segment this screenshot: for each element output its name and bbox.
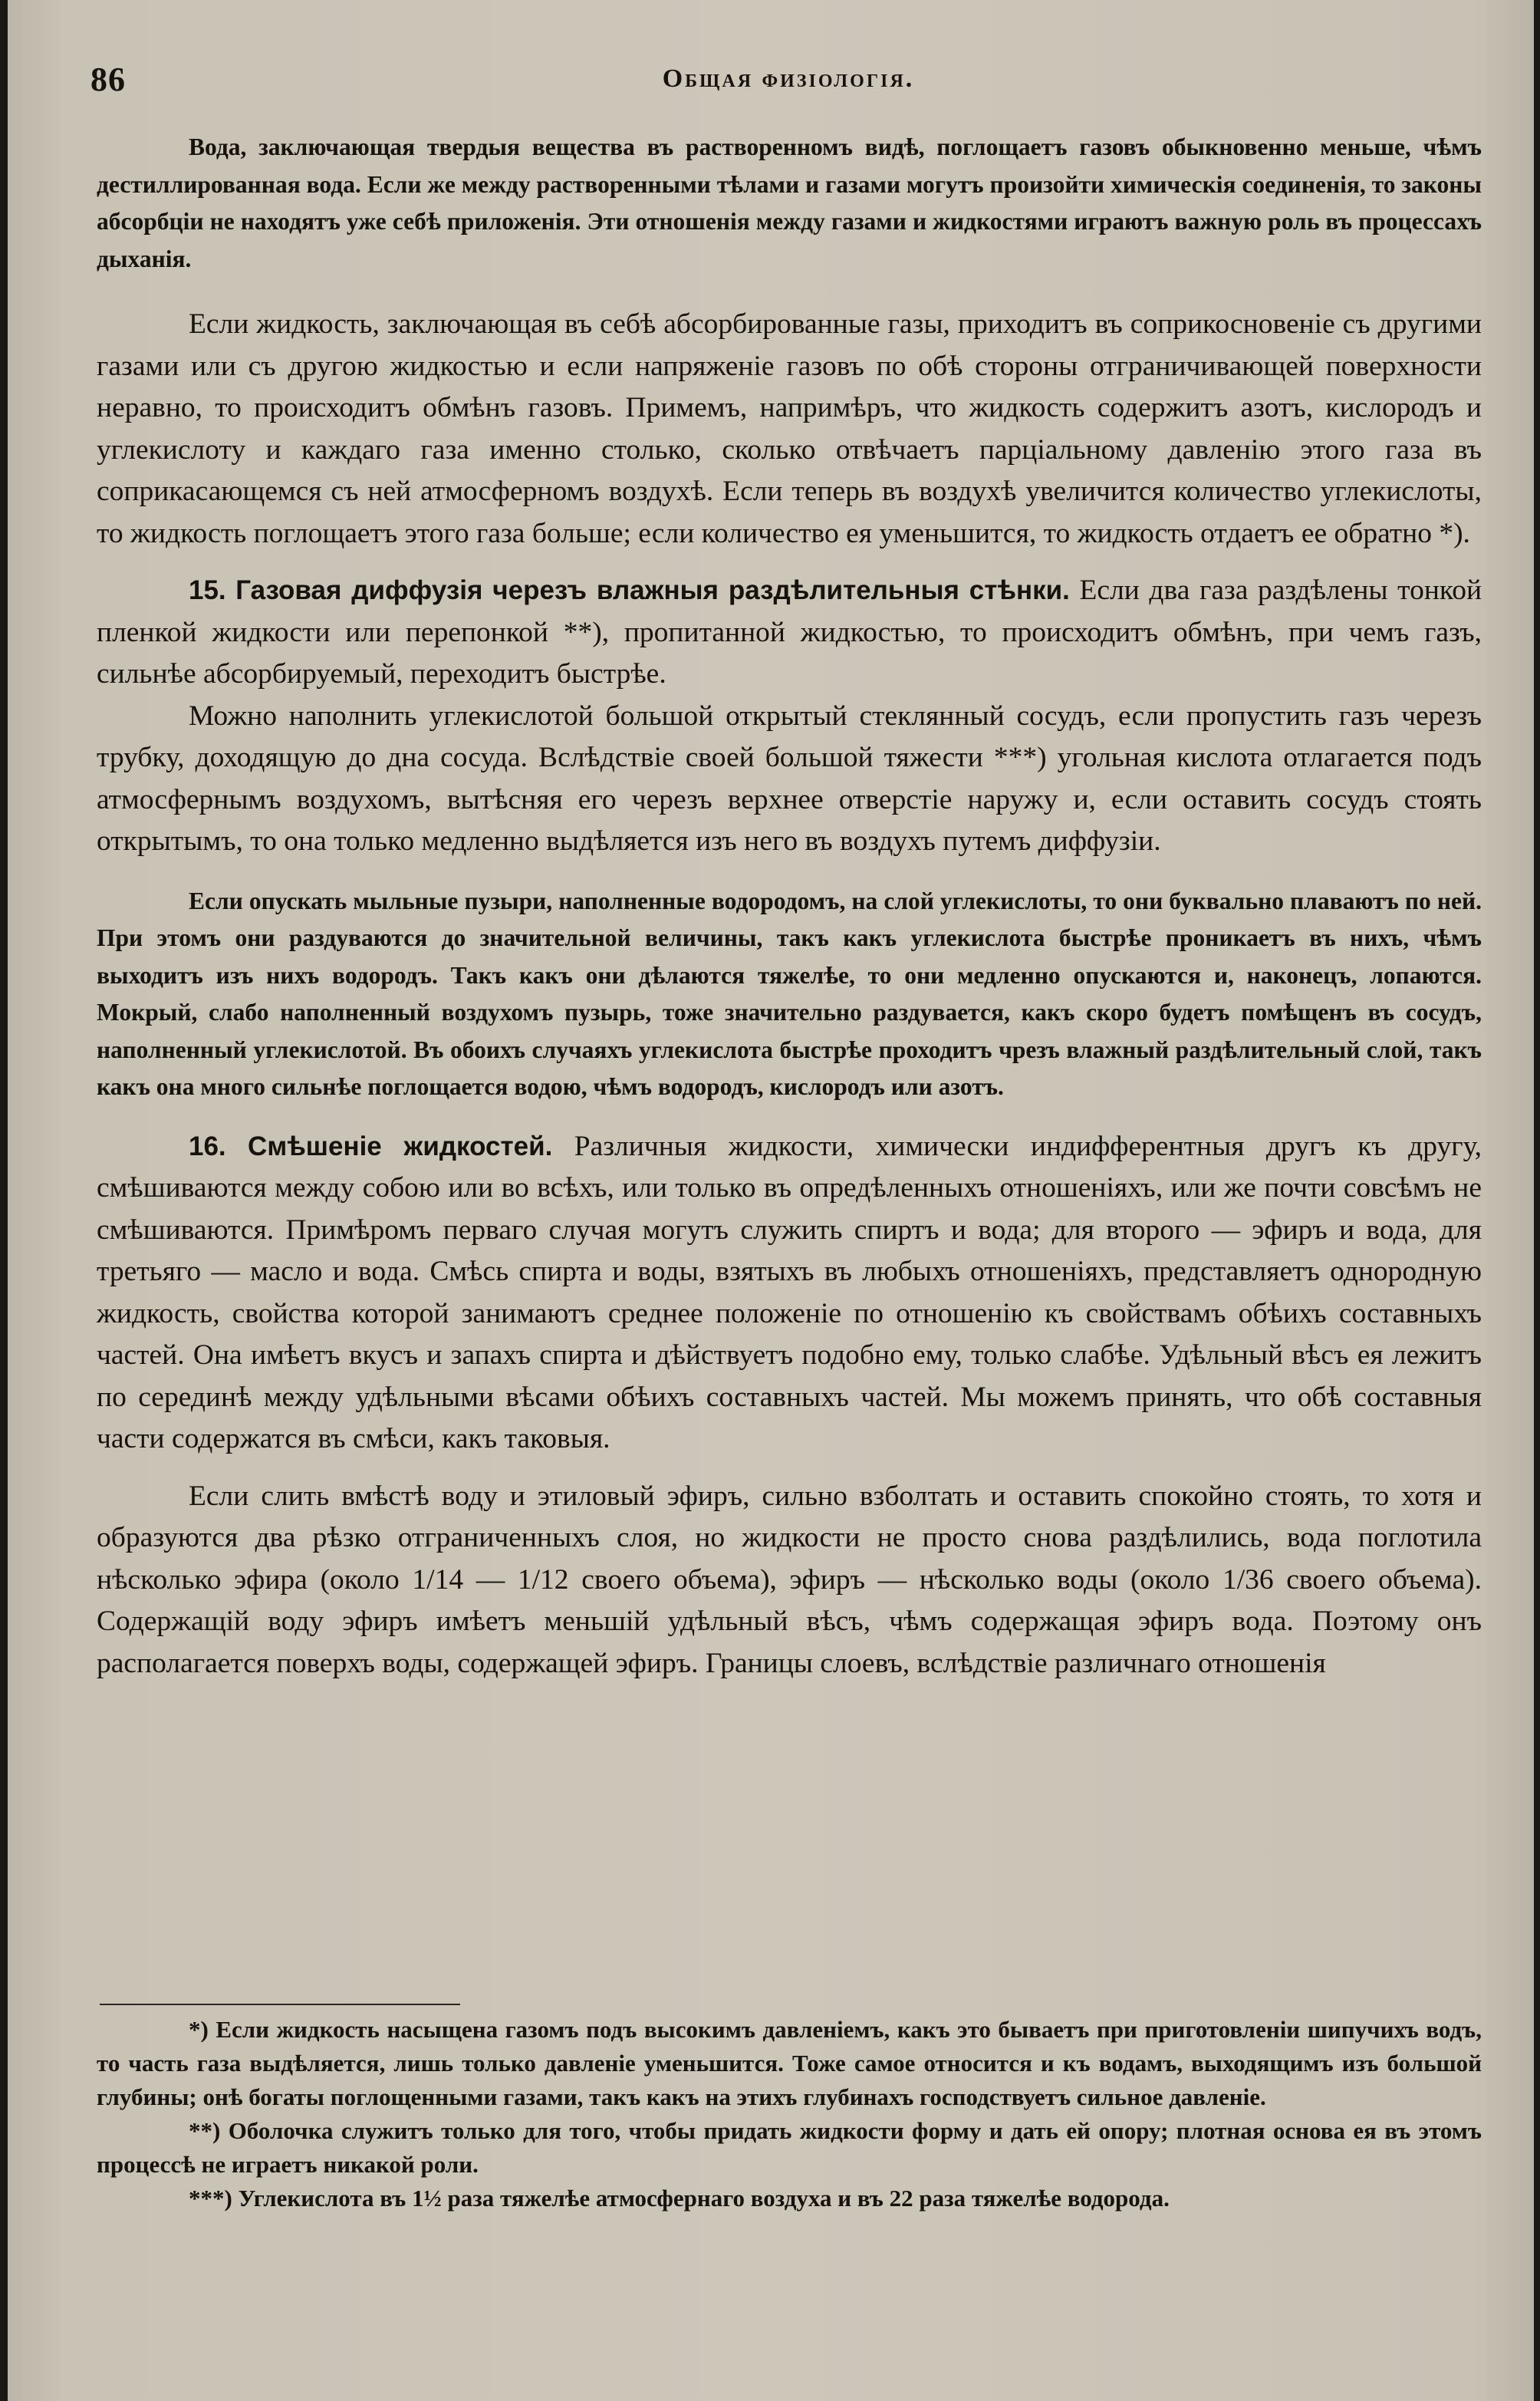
section-16-title: Смѣшеніе жидкостей.: [248, 1131, 553, 1161]
footnote-2: **) Оболочка служитъ только для того, чтобы придать жидкости форму и дать ей опору; плотная основа ея въ этомъ процессѣ не играетъ никакой роли.: [97, 2117, 1482, 2178]
paragraph-gas-absorption-solutions: Вода, заключающая твердыя вещества въ растворенномъ видѣ, поглощаетъ газовъ обыкновенно меньше, чѣмъ дестиллированная вода. Если же между растворенными тѣлами и газами могутъ произойти химическія соединенія, то законы абсорбціи не находятъ уже себѣ приложенія. Эти отношенія между газами и жидкостями играютъ важную роль въ процессахъ дыханія.: [97, 133, 1482, 272]
footnotes: [97, 2013, 1482, 2215]
page-header: [90, 60, 1486, 106]
footnote-1: *) Если жидкость насыщена газомъ подъ высокимъ давленіемъ, какъ это бываетъ при приготовленіи шипучихъ водъ, то часть газа выдѣляется, лишь только давленіе уменьшится. Тоже самое относится и къ водамъ, выходящимъ изъ большой глубины; онѣ богаты поглощенными газами, такъ какъ на этихъ глубинахъ господствуетъ сильное давленіе.: [97, 2016, 1482, 2110]
paragraph-soap-bubbles: Если опускать мыльные пузыри, наполненные водородомъ, на слой углекислоты, то они буквально плаваютъ по ней. При этомъ они раздуваются до значительной величины, такъ какъ углекислота быстрѣе проникаетъ въ нихъ, чѣмъ выходитъ изъ нихъ водородъ. Такъ какъ они дѣлаются тяжелѣе, то они медленно опускаются и, наконецъ, лопаются. Мокрый, слабо наполненный воздухомъ пузырь, тоже значительно раздувается, какъ скоро будетъ помѣщенъ въ сосудъ, наполненный углекислотой. Въ обоихъ случаяхъ углекислота быстрѣе проходитъ чрезъ влажный раздѣлительный слой, такъ какъ она много сильнѣе поглощается водою, чѣмъ водородъ, кислородъ или азотъ.: [97, 887, 1482, 1100]
section-15-title: Газовая диффузія черезъ влажныя раздѣлительныя стѣнки.: [235, 575, 1070, 605]
book-page: [8, 0, 1534, 2401]
page-body: [97, 129, 1482, 1685]
footnote-3: ***) Углекислота въ 1½ раза тяжелѣе атмосфернаго воздуха и въ 22 раза тяжелѣе водорода.: [189, 2185, 1170, 2212]
paragraph-water-ether: Если слить вмѣстѣ воду и этиловый эфиръ, сильно взболтать и оставить спокойно стоять, то хотя и образуются два рѣзко отграниченныхъ слоя, но жидкости не просто снова раздѣлились, вода поглотила нѣсколько эфира (около 1/14 — 1/12 своего объема), эфиръ — нѣсколько воды (около 1/36 своего объема). Содержащій воду эфиръ имѣетъ меньшій удѣльный вѣсъ, чѣмъ содержащая эфиръ вода. Поэтому онъ располагается поверхъ воды, содержащей эфиръ. Границы слоевъ, вслѣдствіе различнаго отношенія: [97, 1480, 1482, 1679]
paragraph-gas-exchange: Если жидкость, заключающая въ себѣ абсорбированные газы, приходитъ въ соприкосновеніе съ другими газами или съ другою жидкостью и если напряженіе газовъ по обѣ стороны отграничивающей поверхности неравно, то происходитъ обмѣнъ газовъ. Примемъ, напримѣръ, что жидкость содержитъ азотъ, кислородъ и углекислоту и каждаго газа именно столько, сколько отвѣчаетъ парціальному давленію этого газа въ соприкасающемся съ ней атмосферномъ воздухѣ. Если теперь въ воздухѣ увеличится количество углекислоты, то жидкость поглощаетъ этого газа больше; если количество ея уменьшится, то жидкость отдаетъ ее обратно *).: [97, 308, 1482, 549]
section-15: [97, 570, 1482, 696]
section-16-text: Различныя жидкости, химически индифферентныя другъ къ другу, смѣшиваются между собою или во всѣхъ, или только въ опредѣленныхъ отношеніяхъ, или же почти совсѣмъ не смѣшиваются. Примѣромъ перваго случая могутъ служить спиртъ и вода; для второго — эфиръ и вода, для третьяго — масло и вода. Смѣсь спирта и воды, взятыхъ въ любыхъ отношеніяхъ, представляетъ однородную жидкость, свойства которой занимаютъ среднее положеніе по отношенію къ свойствамъ обѣихъ составныхъ частей. Она имѣетъ вкусъ и запахъ спирта и дѣйствуетъ подобно ему, только слабѣе. Удѣльный вѣсъ ея лежитъ по серединѣ между удѣльными вѣсами обѣихъ составныхъ частей. Мы можемъ принять, что обѣ составныя части содержатся въ смѣси, какъ таковыя.: [97, 1130, 1482, 1454]
section-15-number: 15.: [189, 575, 226, 605]
page-number: 86: [90, 61, 126, 98]
running-title: Общая физіологія.: [662, 64, 915, 93]
section-16-number: 16.: [189, 1131, 226, 1161]
footnote-divider: [100, 2004, 460, 2005]
paragraph-carbonic-acid-vessel: Можно наполнить углекислотой большой открытый стеклянный сосудъ, если пропустить газъ черезъ трубку, доходящую до дна сосуда. Вслѣдствіе своей большой тяжести ***) угольная кислота отлагается подъ атмосфернымъ воздухомъ, вытѣсняя его черезъ верхнее отверстіе наружу и, если оставить сосудъ стоять открытымъ, то она только медленно выдѣляется изъ него въ воздухъ путемъ диффузіи.: [97, 700, 1482, 857]
section-15-text: Если два газа раздѣлены тонкой пленкой жидкости или перепонкой **), пропитанной жидкостью, то происходитъ обмѣнъ, при чемъ газъ, сильнѣе абсорбируемый, переходитъ быстрѣе.: [97, 575, 1482, 690]
section-16: [97, 1126, 1482, 1461]
